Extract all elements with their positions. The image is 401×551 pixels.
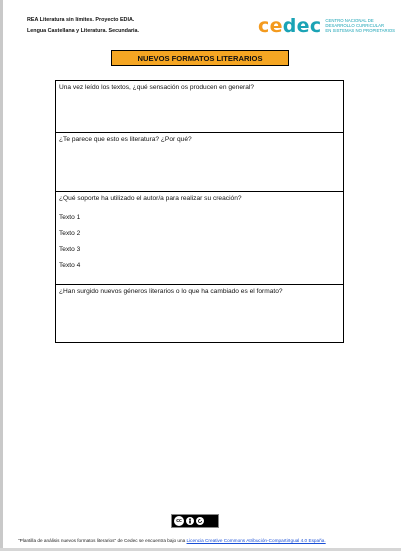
logo-word-part-1: ce <box>258 15 283 37</box>
logo-word-part-2: dec <box>282 15 322 37</box>
header-line-2: Lengua Castellana y Literatura. Secundaria. <box>27 28 140 34</box>
cedec-logo <box>258 15 395 37</box>
table-row <box>56 285 344 343</box>
question-cell-2[interactable] <box>56 133 344 192</box>
creative-commons-badge-icon[interactable] <box>171 514 219 528</box>
list-item: Texto 4 <box>59 262 81 269</box>
footer-license <box>18 538 326 543</box>
document-header <box>27 15 139 37</box>
question-cell-4[interactable] <box>56 285 344 343</box>
list-item: Texto 1 <box>59 214 81 221</box>
table-row <box>56 133 344 192</box>
questions-table <box>55 80 344 343</box>
by-icon <box>186 517 194 525</box>
list-item: Texto 3 <box>59 246 81 253</box>
license-link[interactable]: Licencia Creative Commons Atribución-CompartirIgual 4.0 España. <box>186 538 326 543</box>
question-cell-3[interactable] <box>56 192 344 285</box>
logo-tagline-3: EN SISTEMAS NO PROPIETARIOS <box>325 28 396 34</box>
logo-tagline <box>325 18 395 34</box>
share-alike-icon <box>196 517 204 525</box>
list-item: Texto 2 <box>59 230 81 237</box>
question-text: Una vez leído los textos, ¿qué sensación os producen en general? <box>59 84 255 91</box>
table-row <box>56 81 344 133</box>
logo-tagline-2: DESARROLLO CURRICULAR <box>325 23 385 29</box>
logo-word <box>258 15 321 37</box>
question-cell-1[interactable] <box>56 81 344 133</box>
question-text: ¿Qué soporte ha utilizado el autor/a para realizar su creación? <box>59 195 242 202</box>
logo-tagline-1: CENTRO NACIONAL DE <box>325 18 374 23</box>
page-edge <box>0 0 3 551</box>
document-title: NUEVOS FORMATOS LITERARIOS <box>111 50 289 66</box>
question-text: ¿Han surgido nuevos géneros literarios o lo que ha cambiado es el formato? <box>59 288 283 295</box>
cc-icon: cc <box>174 516 184 526</box>
header-line-1: REA Literatura sin límites. Proyecto EDIA. <box>27 17 135 23</box>
footer-text: "Plantilla de análisis nuevos formatos literarios" de Cedec se encuentra bajo una <box>18 538 187 543</box>
table-row <box>56 192 344 285</box>
question-text: ¿Te parece que esto es literatura? ¿Por qué? <box>59 136 192 143</box>
